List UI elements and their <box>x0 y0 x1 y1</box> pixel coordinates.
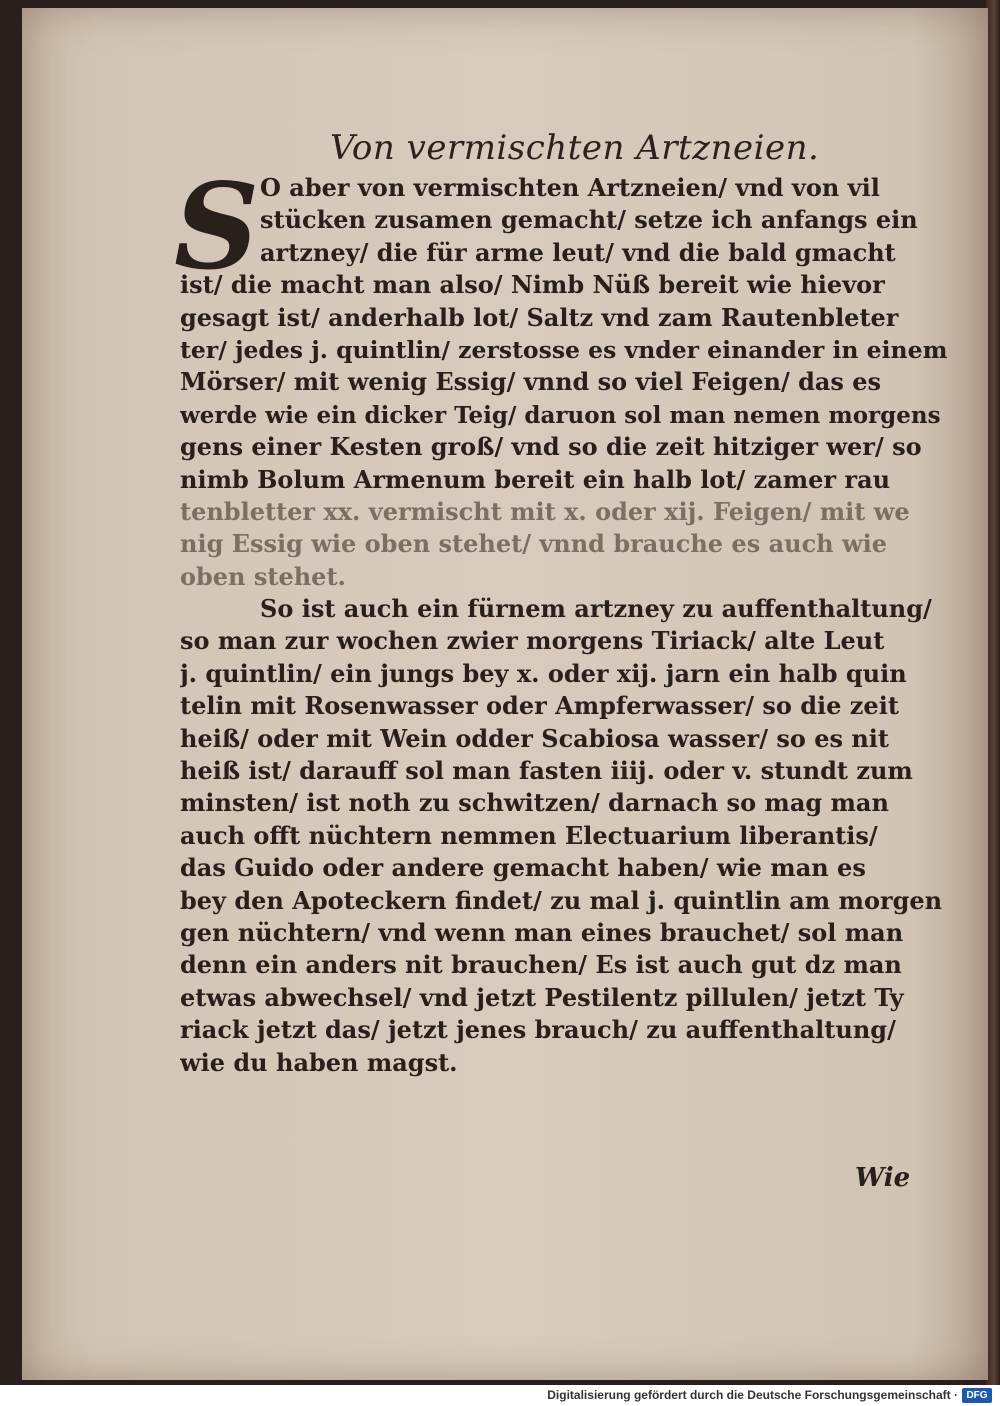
text-line: riack jetzt das/ jetzt jenes brauch/ zu auffenthaltung/ <box>180 1015 896 1045</box>
text-line: gens einer Kesten groß/ vnd so die zeit hitziger wer/ so <box>180 432 922 462</box>
text-line: minsten/ ist noth zu schwitzen/ darnach so mag man <box>180 788 889 818</box>
text-line: O aber von vermischten Artzneien/ vnd von vil <box>260 173 880 202</box>
page-heading: Von vermischten Artzneien. <box>330 128 820 168</box>
text-line: ist/ die macht man also/ Nimb Nüß bereit wie hievor <box>180 270 885 300</box>
text-line: denn ein anders nit brauchen/ Es ist auch gut dz man <box>180 950 902 980</box>
body-text <box>174 157 955 1079</box>
text-line: artzney/ die für arme leut/ vnd die bald gmacht <box>260 237 896 267</box>
dfg-logo-icon: DFG <box>962 1388 992 1403</box>
text-line: heiß ist/ darauff sol man fasten iiij. oder v. stundt zum <box>180 756 913 786</box>
text-line: nimb Bolum Armenum bereit ein halb lot/ zamer rau <box>180 464 891 494</box>
text-line: auch offt nüchtern nemmen Electuarium liberantis/ <box>180 820 878 850</box>
text-line: oben stehet. <box>180 561 346 591</box>
text-line: so man zur wochen zwier morgens Tiriack/ alte Leut <box>180 626 885 656</box>
text-line: bey den Apoteckern findet/ zu mal j. quintlin am morgen <box>180 885 943 915</box>
text-line: wie du haben magst. <box>180 1047 458 1077</box>
text-line: So ist auch ein fürnem artzney zu auffenthaltung/ <box>260 594 932 624</box>
text-line: nig Essig wie oben stehet/ vnnd brauche es auch wie <box>180 529 888 559</box>
text-line: gen nüchtern/ vnd wenn man eines brauchet/ sol man <box>180 917 904 947</box>
text-line: ter/ jedes j. quintlin/ zerstosse es vnder einander in einem <box>180 335 948 364</box>
text-line: Mörser/ mit wenig Essig/ vnnd so viel Feigen/ das es <box>180 367 882 397</box>
text-line: gesagt ist/ anderhalb lot/ Saltz vnd zam Rautenbleter <box>180 302 899 332</box>
text-line: etwas abwechsel/ vnd jetzt Pestilentz pillulen/ jetzt Ty <box>180 982 904 1012</box>
drop-cap: S <box>174 157 260 296</box>
funding-notice: Digitalisierung gefördert durch die Deutsche Forschungsgemeinschaft · <box>547 1388 958 1402</box>
text-line: tenbletter xx. vermischt mit x. oder xij. Feigen/ mit we <box>180 496 910 526</box>
text-line: werde wie ein dicker Teig/ daruon sol man nemen morgens <box>180 401 941 429</box>
book-edge <box>986 0 1000 1385</box>
text-line: telin mit Rosenwasser oder Ampferwasser/ so die zeit <box>180 691 899 721</box>
text-line: stücken zusamen gemacht/ setze ich anfangs ein <box>260 205 918 235</box>
text-line: heiß/ oder mit Wein odder Scabiosa wasser/ so es nit <box>180 723 889 753</box>
footer <box>0 1385 1000 1406</box>
text-line: das Guido oder andere gemacht haben/ wie man es <box>180 853 866 883</box>
text-line: j. quintlin/ ein jungs bey x. oder xij. jarn ein halb quin <box>180 658 907 688</box>
catchword: Wie <box>855 1163 911 1193</box>
